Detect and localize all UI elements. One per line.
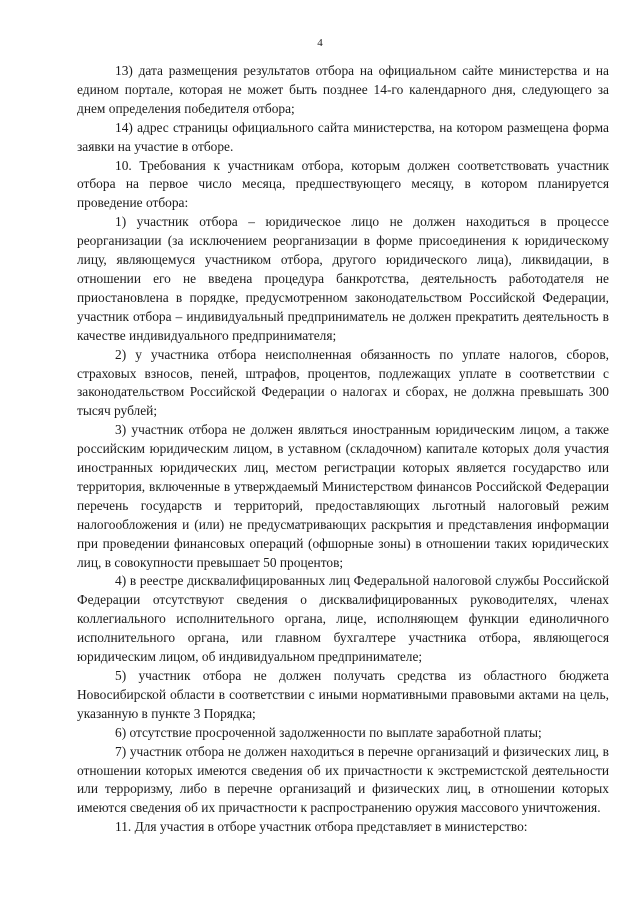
paragraph-section-10: 10. Требования к участникам отбора, которым должен соответствовать участник отбора на первое число месяца, предшествующего месяцу, в котором планируется проведение отбора: — [77, 157, 609, 211]
document-body — [77, 62, 609, 837]
paragraph-section-11: 11. Для участия в отборе участник отбора представляет в министерство: — [115, 819, 528, 835]
paragraph-requirement-1: 1) участник отбора – юридическое лицо не должен находиться в процессе реорганизации (за исключением реорганизации в форме присоединения к юридическому лицу, являющемуся участником отбора, другого юридического лица), ликвидации, в отношении его не введена процедура банкротства, деятельность работодателя не приостановлена в порядке, предусмотренном законодательством Российской Федерации, участник отбора – индивидуальный предприниматель не должен прекратить деятельность в качестве индивидуального предпринимателя; — [77, 214, 609, 343]
paragraph-requirement-7: 7) участник отбора не должен находиться в перечне организаций и физических лиц, в отношении которых имеются сведения об их причастности к экстремистской деятельности или терроризму, либо в перечне организаций и физических лиц, в отношении которых имеются сведения об их причастности к распространению оружия массового уничтожения. — [77, 743, 609, 816]
paragraph-item-13: 13) дата размещения результатов отбора на официальном сайте министерства и на едином портале, которая не может быть позднее 14-го календарного дня, следующего за днем определения победителя отбора; — [77, 63, 609, 116]
paragraph-requirement-3: 3) участник отбора не должен являться иностранным юридическим лицом, а также российским юридическим лицом, в уставном (складочном) капитале которых доля участия иностранных юридических лиц, местом регистрации которых является государство или территория, включенные в утверждаемый Министерством финансов Российской Федерации перечень государств и территорий, предоставляющих льготный налоговый режим налогообложения и (или) не предусматривающих раскрытия и представления информации при проведении финансовых операций (офшорные зоны) в отношении таких юридических лиц, в совокупности превышает 50 процентов; — [77, 422, 609, 570]
paragraph-requirement-2: 2) у участника отбора неисполненная обязанность по уплате налогов, сборов, страховых взносов, пеней, штрафов, процентов, подлежащих уплате в соответствии с законодательством Российской Федерации о налогах и сборах, не должна превышать 300 тысяч рублей; — [77, 346, 609, 419]
paragraph-requirement-4: 4) в реестре дисквалифицированных лиц Федеральной налоговой службы Российской Федерации отсутствуют сведения о дисквалифицированных руководителях, членах коллегиального исполнительного органа, лице, исполняющем функции единоличного исполнительного органа, или главном бухгалтере участника отбора, являющегося юридическим лицом, об индивидуальном предпринимателе; — [77, 573, 609, 665]
paragraph-item-14: 14) адрес страницы официального сайта министерства, на котором размещена форма заявки на участие в отборе. — [77, 119, 609, 154]
paragraph-requirement-5: 5) участник отбора не должен получать средства из областного бюджета Новосибирской области в соответствии с иными нормативными правовыми актами на цель, указанную в пункте 3 Порядка; — [77, 668, 609, 721]
paragraph-requirement-6: 6) отсутствие просроченной задолженности по выплате заработной платы; — [115, 724, 542, 740]
page-number: 4 — [317, 37, 323, 49]
